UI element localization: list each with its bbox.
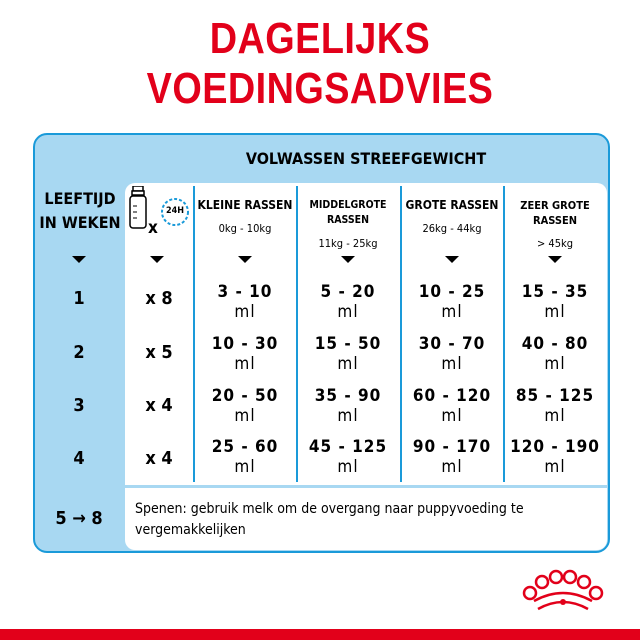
value-cell [505, 386, 605, 426]
value-unit: ml [234, 354, 256, 374]
value-range: 120 - 190 [510, 437, 600, 457]
bottom-accent-bar [0, 629, 640, 640]
column-name: KLEINE RASSEN [197, 198, 293, 212]
value-cell [505, 437, 605, 477]
value-unit: ml [441, 406, 463, 426]
column-header-medium [298, 198, 398, 251]
value-unit: ml [441, 457, 463, 477]
value-cell [298, 386, 398, 426]
column-weight: > 45kg [536, 237, 574, 250]
row-week-1: 1 [73, 288, 85, 309]
row-week-5-8: 5 → 8 [55, 508, 103, 529]
clock-label: 24H [165, 206, 185, 216]
brand-crown-logo [512, 565, 612, 619]
value-cell [195, 386, 295, 426]
value-unit: ml [234, 406, 256, 426]
column-weight: 11kg - 25kg [318, 237, 378, 250]
crown-icon [512, 565, 612, 615]
value-unit: ml [441, 354, 463, 374]
down-arrow-icon [238, 256, 252, 263]
value-range: 85 - 125 [515, 386, 595, 406]
column-header-giant [505, 198, 605, 251]
value-cell [402, 386, 502, 426]
column-name: MIDDELGROTE RASSEN [309, 199, 387, 226]
age-header-line2: IN WEKEN [39, 213, 121, 232]
value-unit: ml [234, 302, 256, 322]
down-arrow-icon [341, 256, 355, 263]
value-range: 3 - 10 [217, 282, 273, 302]
weaning-note: Spenen: gebruik melk om de overgang naar puppyvoeding te vergemakkelijken [135, 501, 524, 538]
value-cell [298, 437, 398, 477]
column-name: GROTE RASSEN [405, 198, 499, 212]
page-title: DAGELIJKS VOEDINGSADVIES [146, 14, 494, 113]
value-unit: ml [544, 406, 566, 426]
table-header: VOLWASSEN STREEFGEWICHT [245, 149, 487, 168]
value-cell [298, 282, 398, 322]
column-name: ZEER GROTE RASSEN [520, 199, 590, 227]
row-feedings-4: x 4 [145, 448, 173, 469]
value-unit: ml [544, 457, 566, 477]
row-feedings-3: x 4 [145, 395, 173, 416]
row-week-2: 2 [73, 342, 85, 363]
down-arrow-icon [445, 256, 459, 263]
feeding-frequency-icon [127, 186, 193, 238]
value-range: 35 - 90 [314, 386, 382, 406]
value-cell [505, 282, 605, 322]
value-range: 30 - 70 [418, 334, 486, 354]
value-cell [402, 282, 502, 322]
down-arrow-icon [548, 256, 562, 263]
value-range: 20 - 50 [211, 386, 279, 406]
value-range: 10 - 30 [211, 334, 279, 354]
column-weight: 0kg - 10kg [218, 222, 272, 235]
value-cell [195, 437, 295, 477]
value-range: 10 - 25 [418, 282, 486, 302]
age-header-line1: LEEFTIJD [44, 189, 116, 208]
row-feedings-1: x 8 [145, 288, 173, 309]
value-range: 15 - 35 [521, 282, 589, 302]
row-week-3: 3 [73, 395, 85, 416]
row-feedings-2: x 5 [145, 342, 173, 363]
times-symbol: x [148, 218, 158, 238]
value-cell [195, 334, 295, 374]
value-cell [402, 334, 502, 374]
row-week-4: 4 [73, 448, 85, 469]
value-range: 90 - 170 [412, 437, 492, 457]
column-header-small [195, 198, 295, 236]
age-column-header [35, 187, 125, 235]
column-weight: 26kg - 44kg [422, 222, 482, 235]
value-range: 45 - 125 [308, 437, 388, 457]
value-unit: ml [441, 302, 463, 322]
value-unit: ml [544, 354, 566, 374]
value-unit: ml [337, 457, 359, 477]
column-header-large [402, 198, 502, 236]
value-unit: ml [544, 302, 566, 322]
value-cell [195, 282, 295, 322]
value-range: 25 - 60 [211, 437, 279, 457]
down-arrow-icon [150, 256, 164, 263]
value-range: 40 - 80 [521, 334, 589, 354]
down-arrow-icon [72, 256, 86, 263]
value-range: 15 - 50 [314, 334, 382, 354]
value-unit: ml [337, 406, 359, 426]
value-cell [402, 437, 502, 477]
value-range: 60 - 120 [412, 386, 492, 406]
value-unit: ml [234, 457, 256, 477]
value-range: 5 - 20 [320, 282, 376, 302]
value-cell [298, 334, 398, 374]
value-cell [505, 334, 605, 374]
value-unit: ml [337, 354, 359, 374]
value-unit: ml [337, 302, 359, 322]
